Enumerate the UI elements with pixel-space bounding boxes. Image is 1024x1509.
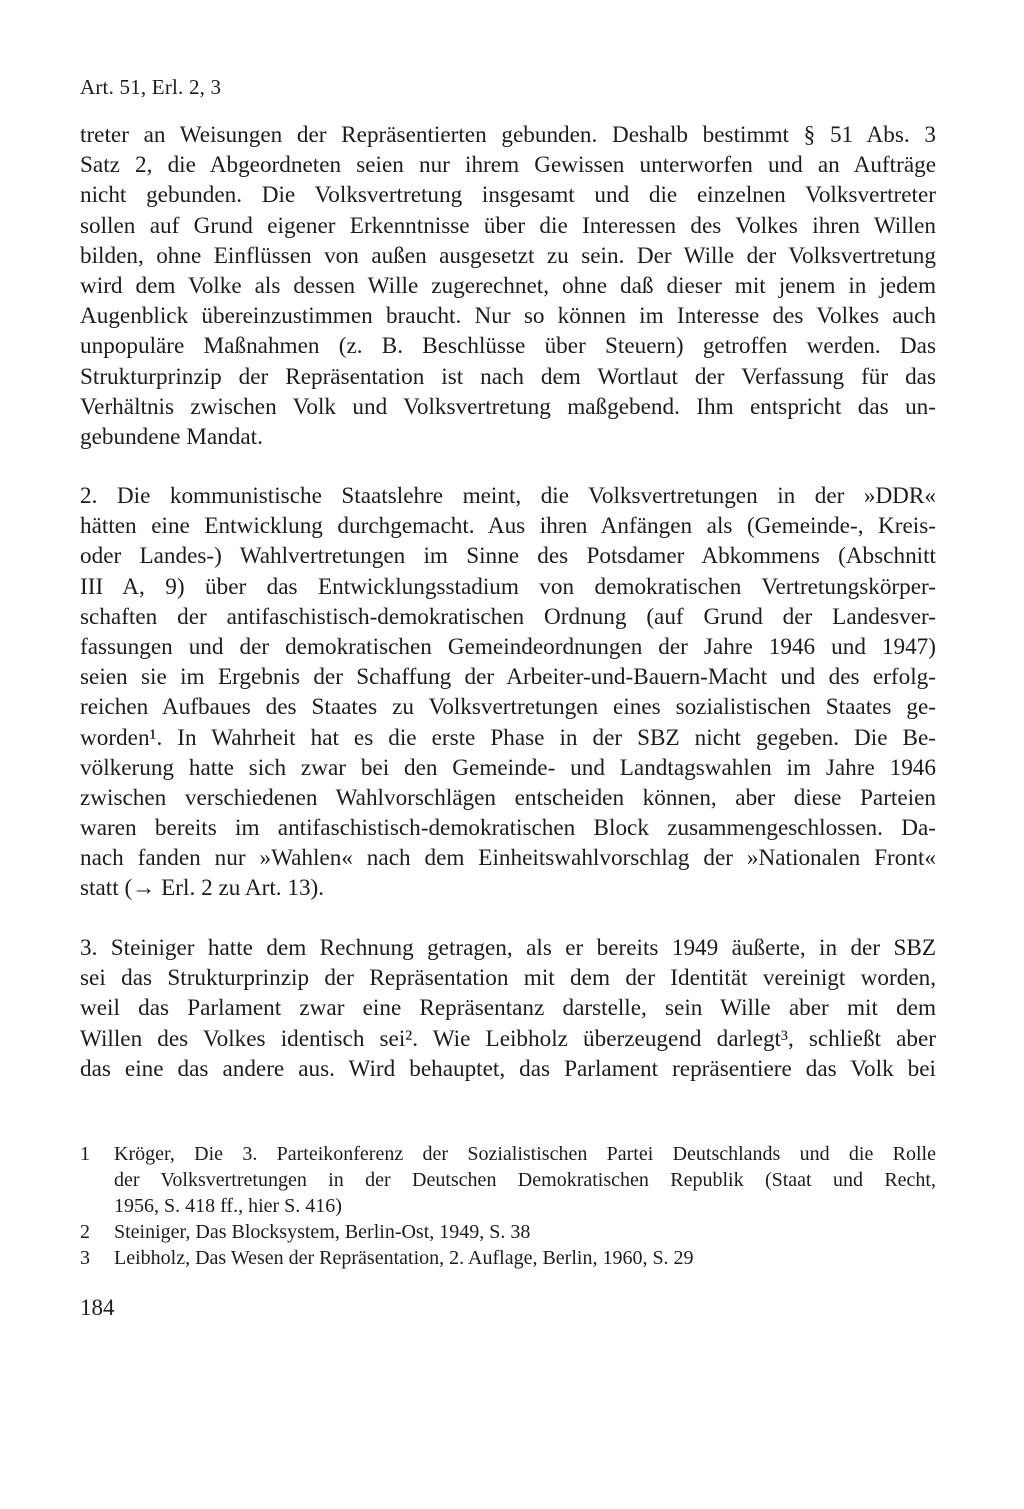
text-line: das eine das andere aus. Wird behauptet, das Parlament repräsentiere das Volk bei [80, 1055, 936, 1082]
text-line: gebundene Mandat. [80, 423, 263, 450]
text-line: waren bereits im antifaschistisch-demokratischen Block zusammengeschlossen. Da- [80, 815, 936, 842]
text-line: seien sie im Ergebnis der Schaffung der Arbeiter-und-Bauern-Macht und des erfolg- [80, 664, 936, 691]
running-head: Art. 51, Erl. 2, 3 [80, 75, 222, 99]
text-line: nicht gebunden. Die Volksvertretung insgesamt und die einzelnen Volksvertreter [80, 182, 936, 209]
text-line: worden¹. In Wahrheit hat es die erste Phase in der SBZ nicht gegeben. Die Be- [80, 724, 936, 751]
text-line: oder Landes-) Wahlvertretungen im Sinne des Potsdamer Abkommens (Abschnitt [80, 543, 936, 570]
footnote-line: 1956, S. 418 ff., hier S. 416) [114, 1195, 342, 1217]
text-line: wird dem Volke als dessen Wille zugerechnet, ohne daß dieser mit jenem in jedem [80, 272, 936, 299]
footnote-number: 3 [80, 1247, 90, 1269]
text-line: 3. Steiniger hatte dem Rechnung getragen, als er bereits 1949 äußerte, in der SBZ [80, 935, 936, 961]
text-line: weil das Parlament zwar eine Repräsentanz darstelle, sein Wille aber mit dem [80, 995, 936, 1022]
footnote-2 [80, 1219, 936, 1245]
paragraph-3 [80, 933, 936, 1084]
text-line: III A, 9) über das Entwicklungsstadium von demokratischen Vertretungskörper- [80, 573, 936, 600]
text-line: Strukturprinzip der Repräsentation ist nach dem Wortlaut der Verfassung für das [80, 363, 936, 390]
text-line: unpopuläre Maßnahmen (z. B. Beschlüsse über Steuern) getroffen werden. Das [80, 333, 936, 360]
text-line: 2. Die kommunistische Staatslehre meint, die Volksvertretungen in der »DDR« [80, 483, 936, 509]
text-line: Satz 2, die Abgeordneten seien nur ihrem Gewissen unterworfen und an Aufträge [80, 152, 936, 179]
footnote-line: Kröger, Die 3. Parteikonferenz der Sozialistischen Partei Deutschlands und die Rolle [114, 1143, 936, 1165]
footnote-3 [80, 1245, 936, 1271]
paragraph-1 [80, 120, 936, 452]
text-line: statt (→ Erl. 2 zu Art. 13). [80, 875, 325, 902]
text-line: schaften der antifaschistisch-demokratischen Ordnung (auf Grund der Landesver- [80, 603, 936, 630]
text-line: reichen Aufbaues des Staates zu Volksvertretungen eines sozialistischen Staates ge- [80, 694, 936, 721]
footnote-number: 1 [80, 1143, 90, 1165]
text-line: hätten eine Entwicklung durchgemacht. Aus ihren Anfängen als (Gemeinde-, Kreis- [80, 513, 936, 540]
paragraph-2 [80, 481, 936, 904]
text-line: sollen auf Grund eigener Erkenntnisse über die Interessen des Volkes ihren Willen [80, 212, 936, 239]
text-line: völkerung hatte sich zwar bei den Gemeinde- und Landtagswahlen im Jahre 1946 [80, 754, 936, 781]
footnote-line: Leibholz, Das Wesen der Repräsentation, 2. Auflage, Berlin, 1960, S. 29 [114, 1247, 694, 1269]
text-line: Willen des Volkes identisch sei². Wie Leibholz überzeugend darlegt³, schließt aber [80, 1025, 936, 1052]
text-line: nach fanden nur »Wahlen« nach dem Einheitswahlvorschlag der »Nationalen Front« [80, 845, 936, 872]
text-line: sei das Strukturprinzip der Repräsentation mit dem der Identität vereinigt worden, [80, 965, 936, 992]
footnote-line: Steiniger, Das Blocksystem, Berlin-Ost, 1949, S. 38 [114, 1221, 531, 1243]
footnotes [80, 1141, 936, 1271]
text-line: Verhältnis zwischen Volk und Volksvertretung maßgebend. Ihm entspricht das un- [80, 393, 936, 420]
footnote-number: 2 [80, 1221, 90, 1243]
page-number: 184 [80, 1295, 115, 1320]
text-line: Augenblick übereinzustimmen braucht. Nur so können im Interesse des Volkes auch [80, 303, 936, 330]
text-line: zwischen verschiedenen Wahlvorschlägen entscheiden können, aber diese Parteien [80, 784, 936, 811]
text-line: fassungen und der demokratischen Gemeindeordnungen der Jahre 1946 und 1947) [80, 633, 936, 660]
footnote-line: der Volksvertretungen in der Deutschen Demokratischen Republik (Staat und Recht, [114, 1169, 936, 1191]
footnote-1 [80, 1141, 936, 1219]
text-line: treter an Weisungen der Repräsentierten gebunden. Deshalb bestimmt § 51 Abs. 3 [80, 122, 936, 148]
text-line: bilden, ohne Einflüssen von außen ausgesetzt zu sein. Der Wille der Volksvertretung [80, 242, 936, 269]
